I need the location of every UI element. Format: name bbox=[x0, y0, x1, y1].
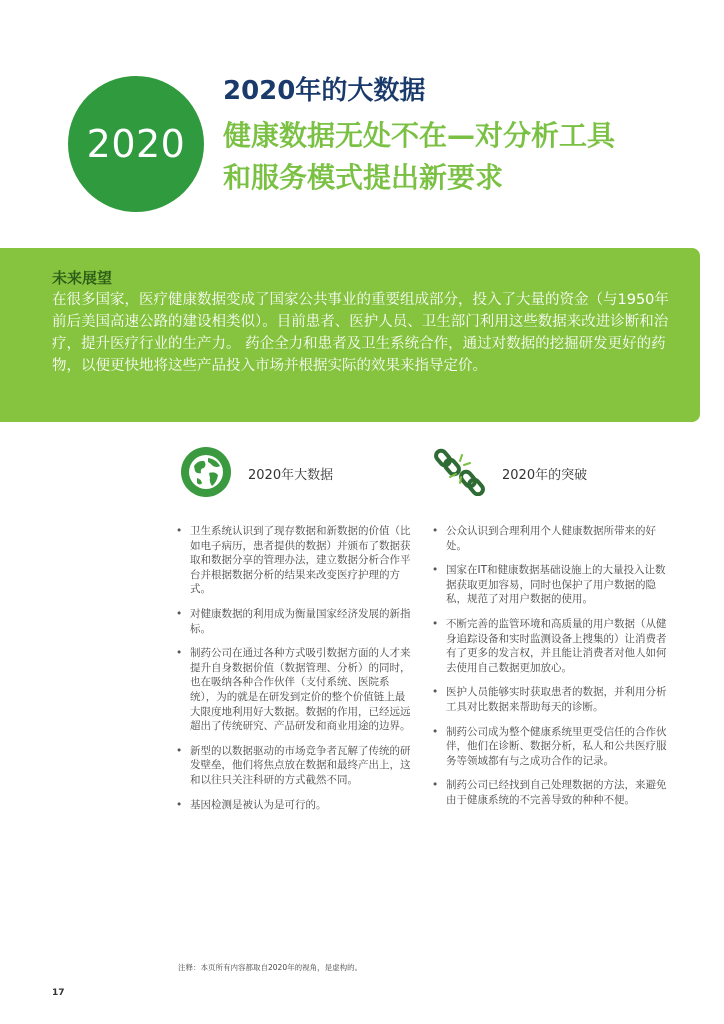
page-number: 17 bbox=[52, 988, 65, 998]
left-bullet-list bbox=[176, 524, 412, 822]
banner-heading: 未来展望 bbox=[52, 269, 113, 287]
footnote: 注释：本页所有内容都取自2020年的视角，是虚构的。 bbox=[178, 963, 363, 972]
left-column-heading: 2020年大数据 bbox=[248, 468, 334, 483]
right-column-heading: 2020年的突破 bbox=[502, 468, 588, 483]
page-title: 2020年的大数据 bbox=[223, 76, 426, 106]
right-bullet-list bbox=[432, 524, 672, 818]
list-item: • 基因检测是被认为是可行的。 bbox=[176, 798, 412, 813]
banner-text: 在很多国家，医疗健康数据变成了国家公共事业的重要组成部分，投入了大量的资金（与1950年前后美国高速公路的建设相类似）。目前患者、医护人员、卫生部门利用这些数据来改进诊断和治疗，提升医疗行业的生产力。 药企全力和患者及卫生系统合作，通过对数据的挖掘研发更好的药物，以便更快地将这些产品投入市场并根据实际的效果来指导定价。 bbox=[52, 292, 669, 374]
list-item: • 医护人员能够实时获取患者的数据，并利用分析工具对比数据来帮助每天的诊断。 bbox=[432, 685, 672, 714]
list-item: • 新型的以数据驱动的市场竞争者瓦解了传统的研发壁垒，他们将焦点放在数据和最终产出上，这和以往只关注科研的方式截然不同。 bbox=[176, 744, 412, 788]
list-item: • 对健康数据的利用成为衡量国家经济发展的新指标。 bbox=[176, 607, 412, 636]
list-item: • 卫生系统认识到了现存数据和新数据的价值（比如电子病历，患者提供的数据）并颁布了数据获取和数据分享的管理办法，建立数据分析合作平台并根据数据分析的结果来改变医疗护理的方式。 bbox=[176, 524, 412, 597]
year-circle bbox=[68, 76, 204, 212]
globe-icon bbox=[180, 446, 232, 498]
list-item: • 国家在IT和健康数据基础设施上的大量投入让数据获取更加容易，同时也保护了用户数据的隐私，规范了对用户数据的使用。 bbox=[432, 563, 672, 607]
circle-year-label: 2020 bbox=[86, 122, 186, 166]
list-item: • 制药公司在通过各种方式吸引数据方面的人才来提升自身数据价值（数据管理、分析）的同时，也在吸纳各种合作伙伴（支付系统、医院系统），为的就是在研发到定价的整个价值链上最大限度地利用好大数据。数据的作用，已经远远超出了传统研究、产品研发和商业用途的边界。 bbox=[176, 646, 412, 734]
broken-chain-icon bbox=[434, 444, 486, 496]
list-item: • 制药公司成为整个健康系统里更受信任的合作伙伴，他们在诊断、数据分析，私人和公共医疗服务等领域都有与之成功合作的记录。 bbox=[432, 725, 672, 769]
page-subtitle-line2: 和服务模式提出新要求 bbox=[223, 161, 504, 194]
list-item: • 制药公司已经找到自己处理数据的方法，来避免由于健康系统的不完善导致的种种不便。 bbox=[432, 778, 672, 807]
list-item: • 公众认识到合理利用个人健康数据所带来的好处。 bbox=[432, 524, 672, 553]
page-subtitle-line1: 健康数据无处不在—对分析工具 bbox=[223, 119, 616, 152]
list-item: • 不断完善的监管环境和高质量的用户数据（从健身追踪设备和实时监测设备上搜集的）让消费者有了更多的发言权，并且能让消费者对他人如何去使用自己数据更加放心。 bbox=[432, 617, 672, 675]
